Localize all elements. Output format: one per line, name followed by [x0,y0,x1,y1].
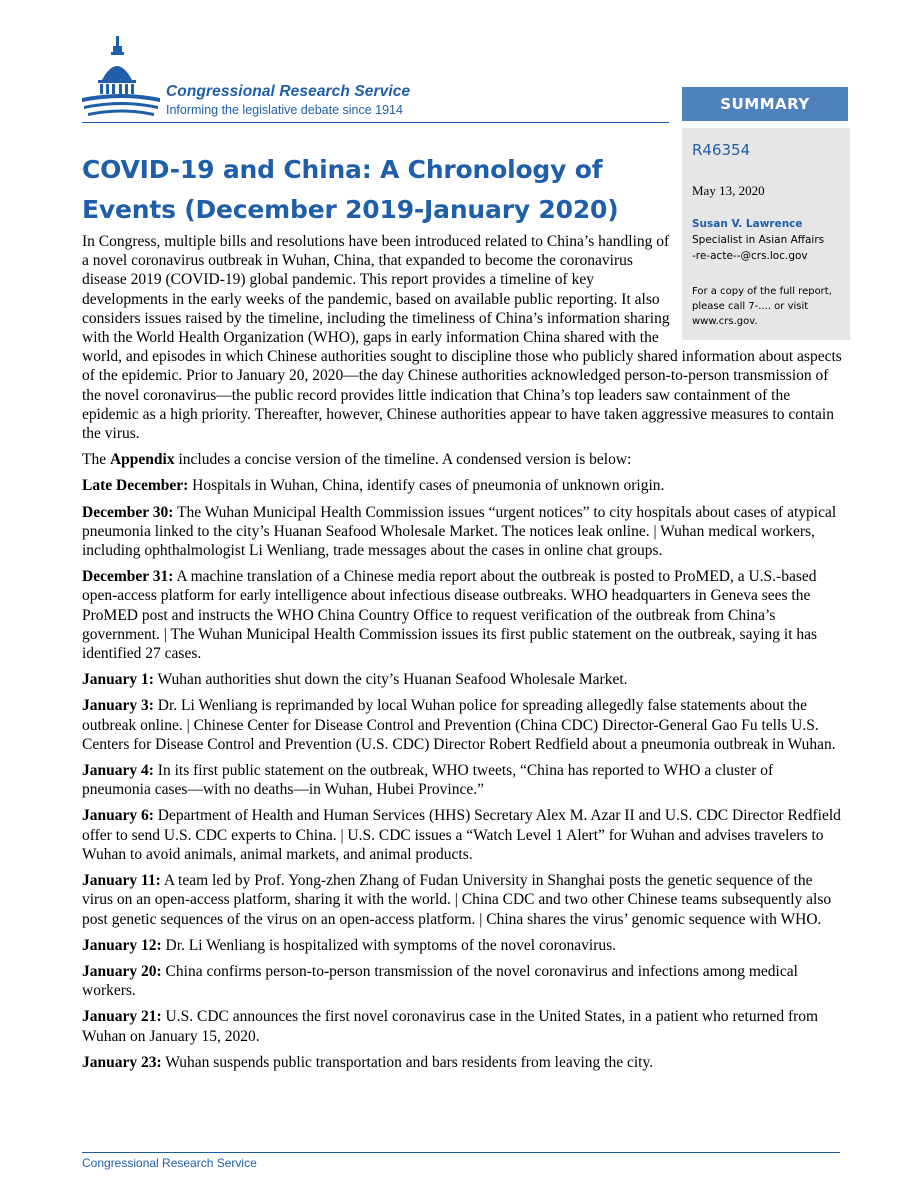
timeline-text: Dr. Li Wenliang is reprimanded by local Wuhan police for spreading allegedly false statements about the outbreak online. | Chinese Center for Disease Control and Prevention (China CDC) Director-General Gao Fu tells U.S. Centers for Disease Control and Prevention (U.S. CDC) Director Robert Redfield about a pneumonia outbreak in Wuhan. [82,697,836,753]
footer-divider [82,1152,840,1153]
author-email[interactable]: -re-acte--@crs.loc.gov [692,250,808,262]
appendix-note [82,450,842,469]
timeline-list [82,476,842,1071]
timeline-entry [82,936,842,955]
timeline-text: Dr. Li Wenliang is hospitalized with symptoms of the novel coronavirus. [161,936,617,954]
timeline-date: January 23: [82,1053,162,1071]
timeline-entry [82,871,842,929]
timeline-entry [82,476,842,495]
timeline-text: The Wuhan Municipal Health Commission issues “urgent notices” to city hospitals about cases of atypical pneumonia linked to the city’s Huanan Seafood Wholesale Market. The notices leak online. | Wuhan medical workers, including ophthalmologist Li Wenliang, trade messages about the cases in online chat groups. [82,503,837,560]
timeline-text: China confirms person-to-person transmission of the novel coronavirus and infections among medical workers. [82,962,798,1000]
timeline-text: In its first public statement on the outbreak, WHO tweets, “China has reported to WHO a cluster of pneumonia cases—with no deaths—in Wuhan, Hubei Province.” [82,762,774,799]
timeline-date: Late December: [82,477,189,495]
timeline-date: January 4: [82,762,154,780]
summary-heading: SUMMARY [682,87,848,121]
timeline-entry [82,567,842,663]
appendix-suffix: includes a concise version of the timeline. A condensed version is below: [174,451,632,469]
timeline-entry [82,761,842,799]
timeline-text: Wuhan authorities shut down the city’s Huanan Seafood Wholesale Market. [153,671,628,689]
author-title: Specialist in Asian Affairs [692,234,825,246]
timeline-entry [82,962,842,1000]
timeline-text: Department of Health and Human Services (HHS) Secretary Alex M. Azar II and U.S. CDC Director Redfield offer to send U.S. CDC experts to China. | U.S. CDC issues a “Watch Level 1 Alert” for Wuhan and advises travelers to Wuhan to avoid animals, animal markets, and animal products. [82,807,841,863]
timeline-entry [82,696,842,754]
timeline-date: January 3: [82,697,154,715]
copy-note: For a copy of the full report, please call 7-.... or visit www.crs.gov. [692,286,832,327]
header-divider [82,122,669,123]
timeline-entry [82,670,842,689]
appendix-link[interactable]: Appendix [109,451,175,469]
timeline-date: January 12: [82,936,162,954]
timeline-entry [82,503,842,561]
timeline-text: Wuhan suspends public transportation and bars residents from leaving the city. [161,1053,654,1071]
timeline-date: December 31: [82,568,174,586]
sidebar-spacer [670,232,842,344]
timeline-text: A team led by Prof. Yong-zhen Zhang of Fudan University in Shanghai posts the genetic sequence of the virus on an open-access platform, sharing it with the world. | China CDC and two other Chinese teams subsequently also post genetic sequences of the virus on an open-access platform. | China shares the virus’ genomic sequence with WHO. [82,872,832,928]
timeline-entry [82,806,842,864]
footer-org: Congressional Research Service [82,1156,257,1170]
report-date: May 13, 2020 [692,183,765,198]
org-tagline: Informing the legislative debate since 1914 [166,103,403,117]
timeline-date: January 6: [82,807,154,825]
report-body [82,232,842,1079]
appendix-prefix: The [82,451,110,469]
org-name: Congressional Research Service [166,83,411,100]
intro-paragraph: In Congress, multiple bills and resolutions have been introduced related to China’s handling of a novel coronavirus outbreak in Wuhan, China, that expanded to become the coronavirus disease 2019 (COVID-19) global pandemic. This report provides a timeline of key developments in the early weeks of the pandemic, based on available public reporting. It also considers issues raised by the timeline, including the timeliness of China’s information sharing with the World Health Organization (WHO), gaps in early information China shared with the world, and episodes in which Chinese authorities sought to discipline those who publicly shared information about aspects of the epidemic. Prior to January 20, 2020—the day Chinese authorities acknowledged person-to-person transmission of the novel coronavirus—the public record provides little indication that China’s top leaders saw containment of the epidemic as a high priority. Thereafter, however, Chinese authorities appear to have taken aggressive measures to contain the virus. [82,233,842,443]
timeline-entry [82,1007,842,1045]
timeline-entry [82,1053,842,1072]
page-title: COVID-19 and China: A Chronology of Events (December 2019-January 2020) [82,155,619,224]
timeline-date: January 20: [82,962,162,980]
timeline-text: U.S. CDC announces the first novel coronavirus case in the United States, in a patient who returned from Wuhan on January 15, 2020. [82,1008,819,1045]
author-name: Susan V. Lawrence [692,218,803,230]
timeline-text: A machine translation of a Chinese media report about the outbreak is posted to ProMED, a U.S.-based open-access platform for early intelligence about infectious disease outbreaks. WHO headquarters in Geneva sees the ProMED post and instructs the WHO China Country Office to request verification of the outbreak from China’s government. | The Wuhan Municipal Health Commission issues its first public statement on the outbreak, saying it has identified 27 cases. [82,568,818,663]
timeline-date: January 11: [82,872,161,890]
timeline-text: Hospitals in Wuhan, China, identify cases of pneumonia of unknown origin. [188,477,665,495]
report-number: R46354 [692,141,751,159]
timeline-date: January 1: [82,671,154,689]
timeline-date: January 21: [82,1008,162,1026]
timeline-date: December 30: [82,503,174,521]
